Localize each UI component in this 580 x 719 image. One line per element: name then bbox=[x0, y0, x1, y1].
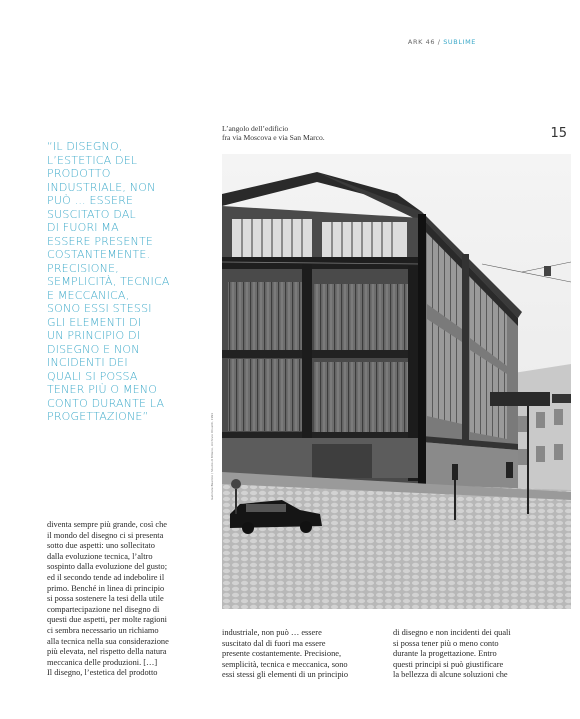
page-number: 15 bbox=[550, 126, 567, 141]
quote-line: DISEGNO E NON bbox=[47, 342, 140, 356]
body-column-right bbox=[393, 628, 563, 681]
text-line: industriale, non può … essere bbox=[222, 628, 322, 637]
quote-line: PRODOTTO bbox=[47, 167, 111, 180]
quote-line: SUSCITATO DAL bbox=[47, 207, 136, 221]
body-column-middle bbox=[222, 628, 387, 681]
text-line: essi stessi gli elementi di un principio bbox=[222, 670, 349, 680]
text-line: questi principi si può giustificare bbox=[393, 659, 504, 669]
text-line: meccanica delle produzioni. […] bbox=[47, 657, 158, 667]
photo-caption bbox=[222, 124, 422, 142]
text-line: questi due aspetti, per molte ragioni bbox=[47, 615, 168, 625]
text-line: primo. Benché in linea di principio bbox=[47, 583, 165, 593]
text-line: alla tecnica nella sua considerazione bbox=[47, 636, 169, 646]
quote-line: ESSERE PRESENTE bbox=[47, 234, 154, 248]
text-line: di disegno e non incidenti dei quali bbox=[393, 628, 511, 637]
text-line: ed il secondo tende ad indebolire il bbox=[47, 572, 165, 582]
text-line: il mondo del disegno ci si presenta bbox=[47, 530, 164, 540]
text-line: diventa sempre più grande, così che bbox=[47, 520, 167, 529]
text-line: Il disegno, l’estetica del prodotto bbox=[47, 668, 158, 678]
quote-line: COSTANTEMENTE. bbox=[47, 248, 151, 261]
text-line: durante la progettazione. Entro bbox=[393, 649, 497, 659]
issue-label: ARK 46 / bbox=[407, 38, 444, 46]
text-line: semplicità, tecnica e meccanica, sono bbox=[222, 659, 348, 669]
text-line: più elevata, nel rispetto della natura bbox=[47, 647, 167, 657]
text-line: dalla evoluzione tecnica, l’altro bbox=[47, 551, 153, 561]
quote-line: GLI ELEMENTI DI bbox=[47, 315, 142, 329]
text-line: sotto due aspetti: uno sollecitato bbox=[47, 541, 155, 551]
caption-line: fra via Moscova e via San Marco. bbox=[222, 133, 325, 142]
section-label: SUBLIME bbox=[443, 38, 476, 46]
quote-line: QUALI SI POSSA bbox=[47, 369, 138, 383]
quote-line: PUÒ … ESSERE bbox=[47, 194, 134, 207]
quote-line: CONTO DURANTE LA bbox=[47, 396, 165, 410]
text-line: compartecipazione nel disegno di bbox=[47, 604, 160, 614]
quote-line: PRECISIONE, bbox=[47, 261, 119, 275]
quote-line: PROGETTAZIONE” bbox=[47, 410, 149, 423]
quote-line: “IL DISEGNO, bbox=[47, 140, 123, 153]
text-line: si possa tener più o meno conto bbox=[393, 638, 499, 648]
text-line: presente costantemente. Precisione, bbox=[222, 649, 342, 659]
body-column-left bbox=[47, 520, 217, 679]
text-line: sospinto dalla evoluzione del gusto; bbox=[47, 562, 168, 572]
text-line: suscitato dal di fuori ma essere bbox=[222, 638, 326, 648]
photo-credit: Gabriele Basilico / Studio di Milano, Archivio Olivetti, 1991 bbox=[210, 412, 214, 500]
caption-line: L’angolo dell’edificio bbox=[222, 124, 289, 133]
quote-line: DI FUORI MA bbox=[47, 221, 119, 234]
quote-line: UN PRINCIPIO DI bbox=[47, 329, 141, 342]
quote-line: TENER PIÙ O MENO bbox=[47, 383, 158, 396]
quote-line: INDUSTRIALE, NON bbox=[47, 180, 156, 194]
text-line: ci sembra necessario un richiamo bbox=[47, 625, 159, 635]
running-header bbox=[408, 38, 476, 46]
quote-line: E MECCANICA, bbox=[47, 288, 130, 302]
text-line: si possa sostenere la tesi della utile bbox=[47, 594, 164, 604]
quote-line: SONO ESSI STESSI bbox=[47, 302, 152, 315]
quote-line: INCIDENTI DEI bbox=[47, 356, 128, 369]
text-line: la bellezza di alcune soluzioni che bbox=[393, 670, 508, 680]
building-photo bbox=[222, 154, 571, 609]
pull-quote bbox=[47, 140, 222, 424]
quote-line: L’ESTETICA DEL bbox=[47, 153, 138, 167]
quote-line: SEMPLICITÀ, TECNICA bbox=[47, 275, 170, 288]
